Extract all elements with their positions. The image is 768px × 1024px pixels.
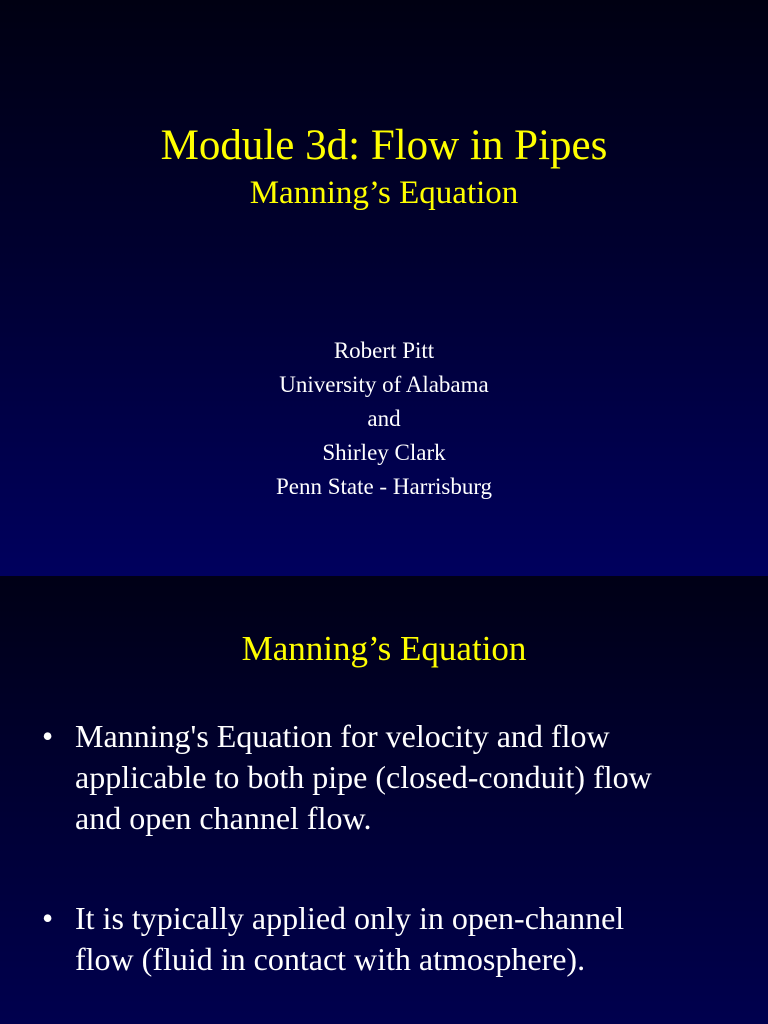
slide-title: Module 3d: Flow in Pipes bbox=[160, 122, 608, 169]
bullet-text-line: It is typically applied only in open-channel bbox=[75, 900, 625, 936]
bullet-text-line: Manning's Equation for velocity and flow bbox=[75, 718, 610, 754]
author-name: Shirley Clark bbox=[322, 440, 446, 465]
author-block bbox=[0, 334, 768, 504]
bullet-text-line: and open channel flow. bbox=[75, 800, 372, 836]
author-conjunction: and bbox=[367, 406, 401, 431]
bullet-text-line: flow (fluid in contact with atmosphere). bbox=[75, 941, 586, 977]
bullet-icon: • bbox=[42, 718, 54, 754]
slide-heading: Manning’s Equation bbox=[241, 629, 527, 668]
content-slide bbox=[0, 576, 768, 1024]
author-affiliation: Penn State - Harrisburg bbox=[275, 474, 493, 499]
slide-subtitle: Manning’s Equation bbox=[249, 175, 519, 211]
author-affiliation: University of Alabama bbox=[279, 372, 489, 397]
bullet-icon: • bbox=[42, 900, 54, 936]
author-name: Robert Pitt bbox=[333, 338, 435, 363]
bullet-text-line: applicable to both pipe (closed-conduit) flow bbox=[75, 759, 652, 795]
